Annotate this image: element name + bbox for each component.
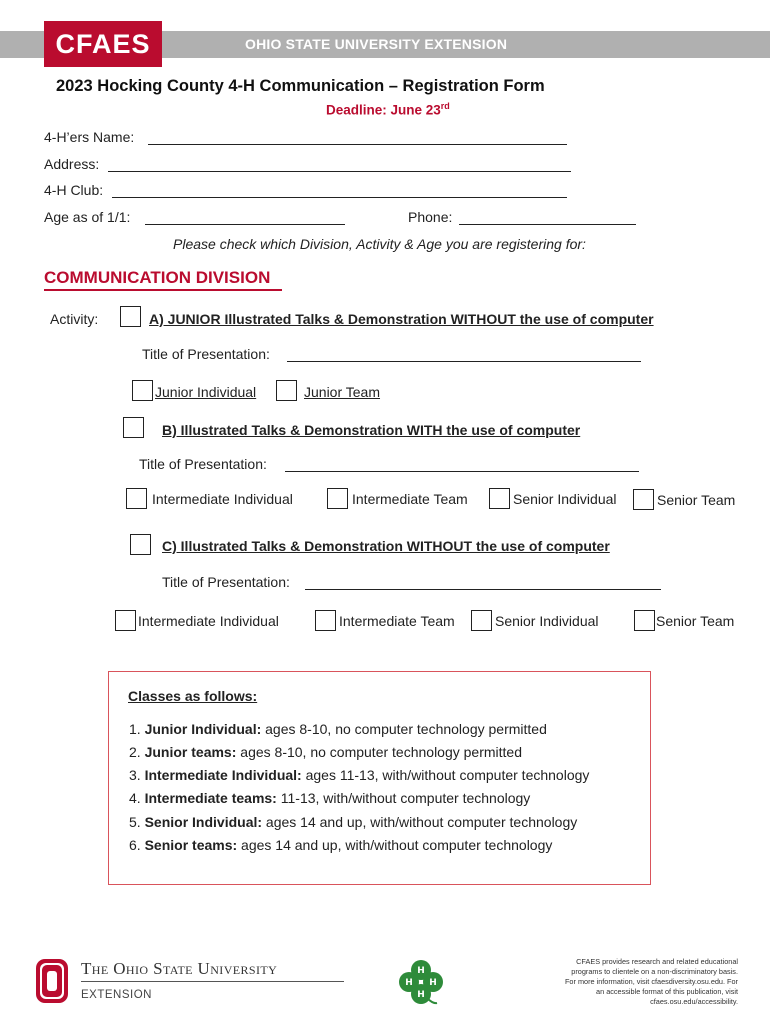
class-item: [129, 790, 530, 806]
class-num: 5.: [129, 814, 141, 830]
class-num: 6.: [129, 837, 141, 853]
division-title: COMMUNICATION DIVISION: [44, 268, 271, 287]
class-num: 2.: [129, 744, 141, 760]
svg-text:H: H: [417, 990, 425, 1000]
name-label: 4-H’ers Name:: [44, 129, 135, 145]
age-field[interactable]: [145, 224, 345, 225]
activity-c-title: C) Illustrated Talks & Demonstration WITHOUT the use of computer: [162, 538, 610, 554]
c-intermediate-team-label: Intermediate Team: [339, 613, 455, 629]
class-label: Intermediate Individual:: [144, 767, 302, 783]
club-label: 4-H Club:: [44, 182, 104, 198]
junior-individual-checkbox[interactable]: [132, 380, 153, 401]
junior-team-checkbox[interactable]: [276, 380, 297, 401]
activity-a-presentation-label: Title of Presentation:: [142, 346, 270, 362]
b-intermediate-team-label: Intermediate Team: [352, 491, 468, 507]
osu-wordmark: The Ohio State University: [81, 959, 278, 978]
b-senior-team-checkbox[interactable]: [633, 489, 654, 510]
class-desc: ages 14 and up, with/without computer technology: [262, 814, 578, 830]
class-item: [129, 767, 589, 783]
deadline-suffix: rd: [440, 101, 450, 111]
address-label: Address:: [44, 156, 100, 172]
deadline-label: Deadline: June 23: [326, 102, 441, 118]
b-intermediate-team-checkbox[interactable]: [327, 488, 348, 509]
classes-heading: Classes as follows:: [128, 688, 258, 704]
class-desc: ages 8-10, no computer technology permitted: [261, 721, 547, 737]
svg-text:H: H: [417, 966, 425, 976]
class-desc: 11-13, with/without computer technology: [276, 790, 531, 806]
class-label: Senior teams:: [144, 837, 238, 853]
activity-b-presentation-label: Title of Presentation:: [139, 456, 267, 472]
activity-label: Activity:: [50, 311, 99, 327]
division-underline: [44, 289, 282, 291]
b-senior-individual-label: Senior Individual: [513, 491, 617, 507]
phone-label: Phone:: [408, 209, 453, 225]
form-title: 2023 Hocking County 4-H Communication – Registration Form: [56, 77, 545, 95]
deadline: [326, 101, 450, 118]
c-senior-individual-checkbox[interactable]: [471, 610, 492, 631]
activity-c-presentation-field[interactable]: [305, 589, 661, 590]
class-num: 3.: [129, 767, 141, 783]
c-senior-team-checkbox[interactable]: [634, 610, 655, 631]
class-item: [129, 744, 522, 760]
c-senior-individual-label: Senior Individual: [495, 613, 599, 629]
activity-b-checkbox[interactable]: [123, 417, 144, 438]
age-label: Age as of 1/1:: [44, 209, 131, 225]
junior-team-label: Junior Team: [304, 384, 381, 400]
junior-individual-label: Junior Individual: [155, 384, 257, 400]
class-desc: ages 11-13, with/without computer technology: [301, 767, 590, 783]
class-label: Junior teams:: [144, 744, 237, 760]
activity-b-title: B) Illustrated Talks & Demonstration WITH the use of computer: [162, 422, 581, 438]
c-intermediate-individual-label: Intermediate Individual: [138, 613, 279, 629]
class-item: [129, 721, 547, 737]
svg-text:H: H: [405, 978, 413, 988]
name-field[interactable]: [148, 144, 567, 145]
class-item: [129, 814, 577, 830]
class-label: Intermediate teams:: [144, 790, 277, 806]
class-num: 4.: [129, 790, 141, 806]
cfaes-logo: CFAES: [44, 21, 162, 67]
b-senior-individual-checkbox[interactable]: [489, 488, 510, 509]
activity-c-presentation-label: Title of Presentation:: [162, 574, 290, 590]
class-num: 1.: [129, 721, 141, 737]
club-field[interactable]: [112, 197, 567, 198]
c-senior-team-label: Senior Team: [656, 613, 735, 629]
4h-clover-logo-icon: [397, 958, 445, 1006]
activity-a-title: A) JUNIOR Illustrated Talks & Demonstration WITHOUT the use of computer: [149, 311, 654, 327]
class-desc: ages 14 and up, with/without computer technology: [237, 837, 553, 853]
c-intermediate-individual-checkbox[interactable]: [115, 610, 136, 631]
activity-a-presentation-field[interactable]: [287, 361, 641, 362]
class-label: Senior Individual:: [144, 814, 263, 830]
activity-c-checkbox[interactable]: [130, 534, 151, 555]
phone-field[interactable]: [459, 224, 636, 225]
c-intermediate-team-checkbox[interactable]: [315, 610, 336, 631]
instructions: Please check which Division, Activity & Age you are registering for:: [173, 236, 586, 252]
b-senior-team-label: Senior Team: [657, 492, 736, 508]
b-intermediate-individual-label: Intermediate Individual: [152, 491, 293, 507]
b-intermediate-individual-checkbox[interactable]: [126, 488, 147, 509]
banner-text: OHIO STATE UNIVERSITY EXTENSION: [245, 36, 508, 52]
osu-extension: EXTENSION: [81, 989, 152, 1001]
activity-b-presentation-field[interactable]: [285, 471, 639, 472]
osu-block-o-logo-icon: [35, 958, 69, 1004]
disclaimer: CFAES provides research and related educational programs to clientele on a non-discriminatory basis. For more information, visit cfaesdiversity.osu.edu. For an accessible format of this publication, visit cfaes.osu.edu/accessibility.: [564, 957, 738, 1006]
activity-a-checkbox[interactable]: [120, 306, 141, 327]
class-desc: ages 8-10, no computer technology permitted: [236, 744, 523, 760]
class-label: Junior Individual:: [144, 721, 262, 737]
osu-divider: [81, 981, 344, 982]
svg-text:H: H: [429, 978, 437, 988]
class-item: [129, 837, 552, 853]
address-field[interactable]: [108, 171, 571, 172]
